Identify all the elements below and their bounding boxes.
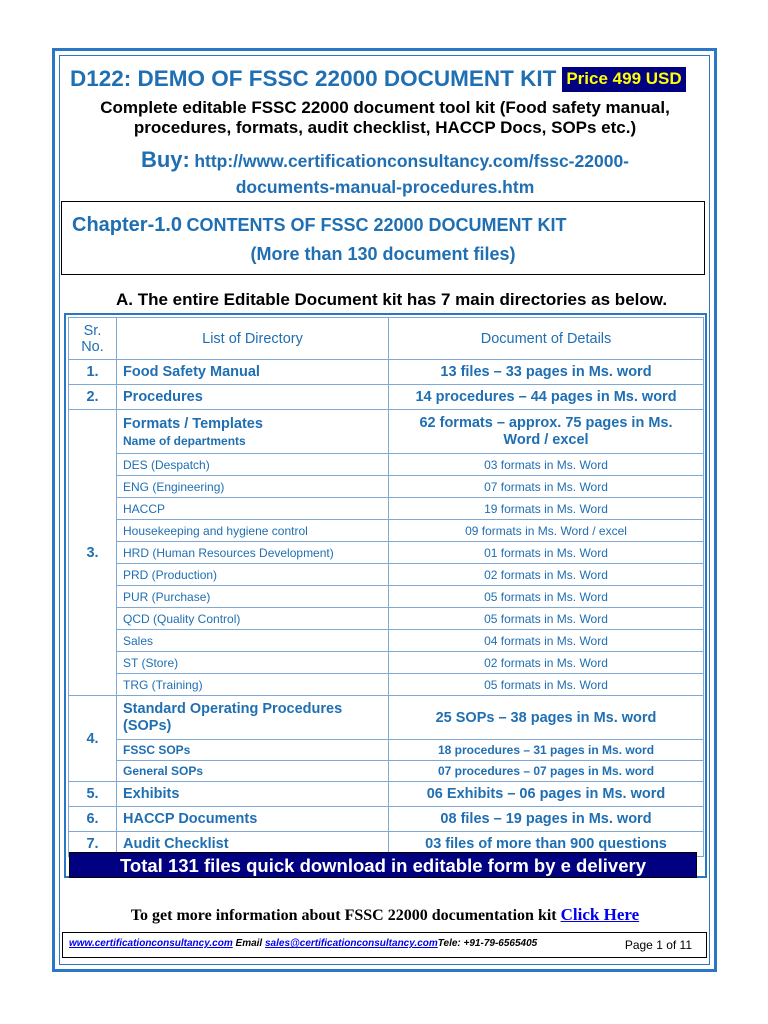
row-directory: Exhibits xyxy=(117,782,389,807)
chapter-box xyxy=(61,201,705,275)
row-directory xyxy=(117,410,389,454)
total-files-banner: Total 131 files quick download in editable form by e delivery xyxy=(69,852,697,878)
document-subtitle xyxy=(60,98,710,138)
header-details: Document of Details xyxy=(389,318,704,360)
row-sr: 6. xyxy=(69,807,117,832)
row-detail: 25 SOPs – 38 pages in Ms. word xyxy=(389,696,704,740)
title-row xyxy=(70,64,710,94)
info-text: To get more information about FSSC 22000 documentation kit xyxy=(130,907,557,924)
row-directory: Procedures xyxy=(117,385,389,410)
department-name: HACCP xyxy=(117,498,389,520)
department-row xyxy=(69,564,704,586)
footer-tele: Tele: +91-79-6565405 xyxy=(437,938,538,949)
department-row xyxy=(69,454,704,476)
department-detail: 05 formats in Ms. Word xyxy=(389,608,704,630)
department-detail: 05 formats in Ms. Word xyxy=(389,674,704,696)
sop-name: General SOPs xyxy=(117,761,389,782)
row-detail: 06 Exhibits – 06 pages in Ms. word xyxy=(389,782,704,807)
department-row xyxy=(69,652,704,674)
row-directory: Food Safety Manual xyxy=(117,360,389,385)
row-sr: 2. xyxy=(69,385,117,410)
row-detail: 08 files – 19 pages in Ms. word xyxy=(389,807,704,832)
row-detail: 62 formats – approx. 75 pages in Ms. Word / excel xyxy=(389,410,704,454)
page-footer xyxy=(62,932,707,958)
price-badge: Price 499 USD xyxy=(562,67,685,92)
row-detail: 14 procedures – 44 pages in Ms. word xyxy=(389,385,704,410)
click-here-link[interactable]: Click Here xyxy=(560,905,640,924)
department-name: Sales xyxy=(117,630,389,652)
department-name: PUR (Purchase) xyxy=(117,586,389,608)
chapter-subtitle: (More than 130 document files) xyxy=(250,244,516,264)
department-name: QCD (Quality Control) xyxy=(117,608,389,630)
department-name: ENG (Engineering) xyxy=(117,476,389,498)
department-detail: 07 formats in Ms. Word xyxy=(389,476,704,498)
row-sr: 4. xyxy=(69,696,117,782)
sop-row xyxy=(69,740,704,761)
department-detail: 02 formats in Ms. Word xyxy=(389,652,704,674)
table-header-row xyxy=(69,318,704,360)
department-name: DES (Despatch) xyxy=(117,454,389,476)
info-line xyxy=(60,905,710,925)
sop-detail: 18 procedures – 31 pages in Ms. word xyxy=(389,740,704,761)
footer-contact xyxy=(69,938,537,949)
subtitle-line-1: Complete editable FSSC 22000 document tool kit (Food safety manual, xyxy=(100,98,670,117)
department-detail: 05 formats in Ms. Word xyxy=(389,586,704,608)
department-row xyxy=(69,630,704,652)
table-row xyxy=(69,807,704,832)
chapter-number: Chapter-1.0 xyxy=(72,214,183,236)
subtitle-line-2: procedures, formats, audit checklist, HACCP Docs, SOPs etc.) xyxy=(133,118,637,137)
sop-name: FSSC SOPs xyxy=(117,740,389,761)
buy-url-line-1[interactable]: http://www.certificationconsultancy.com/fssc-22000- xyxy=(194,151,630,171)
table-row xyxy=(69,782,704,807)
table-row xyxy=(69,696,704,740)
row-directory: HACCP Documents xyxy=(117,807,389,832)
row-directory: Audit Checklist xyxy=(117,832,389,857)
section-heading: A. The entire Editable Document kit has 7 main directories as below. xyxy=(116,290,668,309)
footer-email-link[interactable]: sales@certificationconsultancy.com xyxy=(265,938,438,949)
sop-row xyxy=(69,761,704,782)
department-detail: 01 formats in Ms. Word xyxy=(389,542,704,564)
chapter-title: CONTENTS OF FSSC 22000 DOCUMENT KIT xyxy=(186,215,567,235)
table-row xyxy=(69,410,704,454)
footer-email-label: Email xyxy=(235,938,263,949)
row-sr: 1. xyxy=(69,360,117,385)
row-detail: 03 files of more than 900 questions xyxy=(389,832,704,857)
department-row xyxy=(69,520,704,542)
table-row xyxy=(69,385,704,410)
department-detail: 03 formats in Ms. Word xyxy=(389,454,704,476)
department-name: ST (Store) xyxy=(117,652,389,674)
department-row xyxy=(69,586,704,608)
department-name: Housekeeping and hygiene control xyxy=(117,520,389,542)
department-name: HRD (Human Resources Development) xyxy=(117,542,389,564)
department-detail: 04 formats in Ms. Word xyxy=(389,630,704,652)
department-row xyxy=(69,608,704,630)
table-row xyxy=(69,360,704,385)
buy-link-block[interactable] xyxy=(60,148,710,199)
footer-website-link[interactable]: www.certificationconsultancy.com xyxy=(69,938,233,949)
row-sr: 7. xyxy=(69,832,117,857)
sop-detail: 07 procedures – 07 pages in Ms. word xyxy=(389,761,704,782)
department-row xyxy=(69,476,704,498)
header-sr-no: Sr. No. xyxy=(69,318,117,360)
buy-url-line-2[interactable]: documents-manual-procedures.htm xyxy=(235,177,535,197)
department-row xyxy=(69,674,704,696)
department-detail: 02 formats in Ms. Word xyxy=(389,564,704,586)
row-sr: 5. xyxy=(69,782,117,807)
row-directory: Standard Operating Procedures (SOPs) xyxy=(117,696,389,740)
row-directory-subheading: Name of departments xyxy=(123,433,246,448)
header-directory: List of Directory xyxy=(117,318,389,360)
department-name: PRD (Production) xyxy=(117,564,389,586)
row-directory-name: Formats / Templates xyxy=(123,415,263,432)
chapter-heading xyxy=(72,214,567,237)
page-number: Page 1 of 11 xyxy=(624,938,692,952)
document-title: D122: DEMO OF FSSC 22000 DOCUMENT KIT xyxy=(70,66,557,91)
department-detail: 09 formats in Ms. Word / excel xyxy=(389,520,704,542)
department-detail: 19 formats in Ms. Word xyxy=(389,498,704,520)
directory-table xyxy=(68,317,704,857)
buy-label: Buy: xyxy=(140,147,190,172)
department-row xyxy=(69,542,704,564)
department-row xyxy=(69,498,704,520)
row-sr: 3. xyxy=(69,410,117,696)
row-detail: 13 files – 33 pages in Ms. word xyxy=(389,360,704,385)
department-name: TRG (Training) xyxy=(117,674,389,696)
directory-table-frame xyxy=(64,313,707,878)
